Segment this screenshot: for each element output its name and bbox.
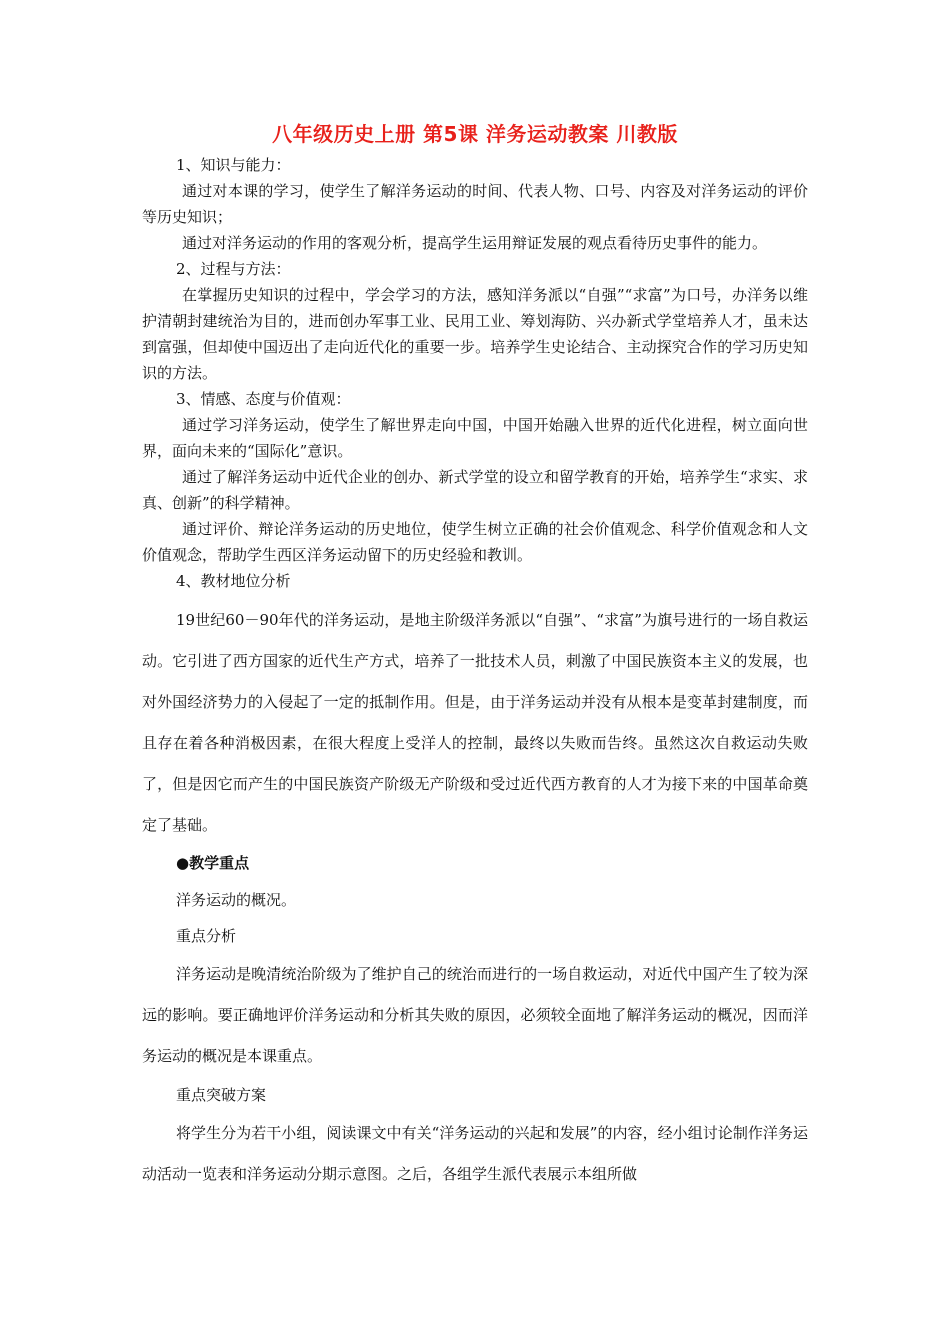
paragraph: 通过了解洋务运动中近代企业的创办、新式学堂的设立和留学教育的开始，培养学生“求实、求真、创新”的科学精神。 <box>142 468 808 512</box>
section-heading-values: 3、情感、态度与价值观： <box>176 390 351 408</box>
paragraph: 通过对本课的学习，使学生了解洋务运动的时间、代表人物、口号、内容及对洋务运动的评价等历史知识； <box>142 182 808 226</box>
breakthrough-heading: 重点突破方案 <box>176 1086 267 1104</box>
analysis-text: 洋务运动是晚清统治阶级为了维护自己的统治而进行的一场自救运动，对近代中国产生了较为深远的影响。要正确地评价洋务运动和分析其失败的原因，必须较全面地了解洋务运动的概况，因而洋务运动的概况是本课重点。 <box>142 965 808 1065</box>
key-point-heading: ●教学重点 <box>176 854 250 872</box>
breakthrough-text: 将学生分为若干小组，阅读课文中有关“洋务运动的兴起和发展”的内容，经小组讨论制作洋务运动活动一览表和洋务运动分期示意图。之后，各组学生派代表展示本组所做 <box>142 1124 808 1183</box>
key-point-text: 洋务运动的概况。 <box>176 891 297 909</box>
paragraph: 通过对洋务运动的作用的客观分析，提高学生运用辩证发展的观点看待历史事件的能力。 <box>182 234 768 252</box>
section-heading-knowledge: 1、知识与能力： <box>176 156 291 174</box>
section-heading-process: 2、过程与方法： <box>176 260 291 278</box>
paragraph: 通过学习洋务运动，使学生了解世界走向中国，中国开始融入世界的近代化进程，树立面向世界，面向未来的“国际化”意识。 <box>142 416 808 460</box>
paragraph: 在掌握历史知识的过程中，学会学习的方法，感知洋务派以“自强”“求富”为口号，办洋务以维护清朝封建统治为目的，进而创办军事工业、民用工业、筹划海防、兴办新式学堂培养人才，虽未达到富强，但却使中国迈出了走向近代化的重要一步。培养学生史论结合、主动探究合作的学习历史知识的方法。 <box>142 286 808 382</box>
document-page <box>142 118 808 1195</box>
paragraph: 19世纪60－90年代的洋务运动，是地主阶级洋务派以“自强”、“求富”为旗号进行的一场自救运动。它引进了西方国家的近代生产方式，培养了一批技术人员，刺激了中国民族资本主义的发展，也对外国经济势力的入侵起了一定的抵制作用。但是，由于洋务运动并没有从根本是变革封建制度，而且存在着各种消极因素，在很大程度上受洋人的控制，最终以失败而告终。虽然这次自救运动失败了，但是因它而产生的中国民族资产阶级无产阶级和受过近代西方教育的人才为接下来的中国革命奠定了基础。 <box>142 611 808 834</box>
section-heading-textbook-position: 4、教材地位分析 <box>176 572 291 590</box>
analysis-heading: 重点分析 <box>176 927 237 945</box>
document-title: 八年级历史上册 第5课 洋务运动教案 川教版 <box>272 122 678 146</box>
paragraph: 通过评价、辩论洋务运动的历史地位，使学生树立正确的社会价值观念、科学价值观念和人文价值观念，帮助学生西区洋务运动留下的历史经验和教训。 <box>142 520 808 564</box>
